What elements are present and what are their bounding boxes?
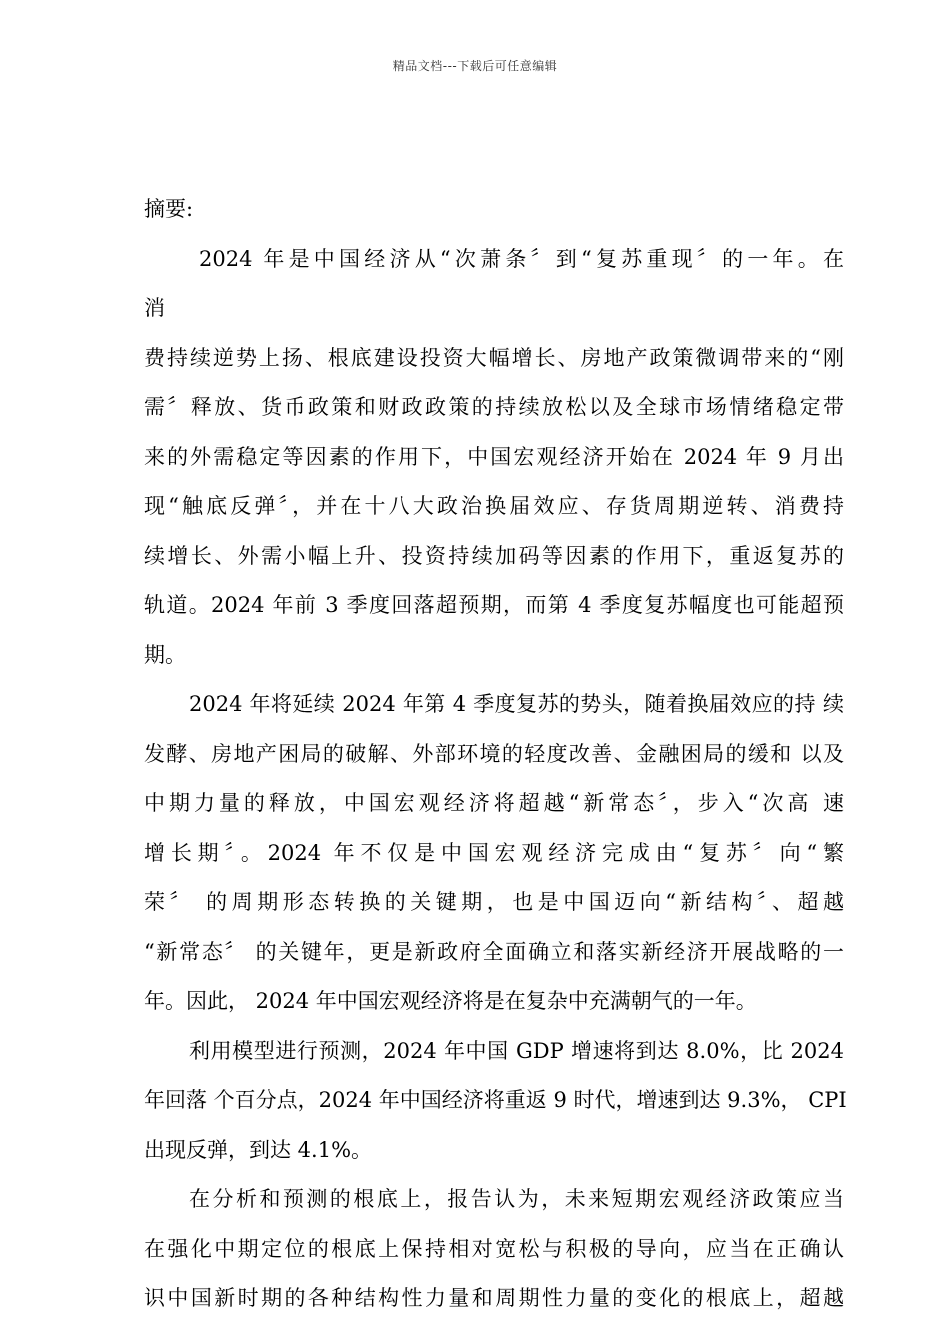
- paragraph-line: 消: [144, 296, 165, 320]
- paragraph-line: 需〞释放、货币政策和财政政策的持续放松以及全球市场情绪稳定带: [144, 395, 844, 419]
- paragraph-line: 在分析和预测的根底上，报告认为，未来短期宏观经济政策应当: [189, 1187, 844, 1211]
- paragraph-line: 费持续逆势上扬、根底建设投资大幅增长、房地产政策微调带来的“刚: [144, 345, 844, 370]
- paragraph-line: 利用模型进行预测，2024 年中国 GDP 增速将到达 8.0%，比 2024: [189, 1038, 844, 1063]
- paragraph-line: 续增长、外需小幅上升、投资持续加码等因素的作用下，重返复苏的: [144, 543, 844, 568]
- paragraph-line: 荣〞 的周期形态转换的关键期，也是中国迈向“新结构〞、超越: [144, 890, 844, 914]
- paragraph-line: 2024 年将延续 2024 年第 4 季度复苏的势头，随着换届效应的持 续: [189, 692, 844, 716]
- paragraph-line: 中期力量的释放，中国宏观经济将超越“新常态〞，步入“次高 速: [144, 791, 844, 815]
- paragraph-line: 轨道。2024 年前 3 季度回落超预期，而第 4 季度复苏幅度也可能超预: [144, 593, 844, 617]
- page-header: 精品文档---下载后可任意编辑: [392, 59, 558, 73]
- paragraph-line: 出现反弹，到达 4.1%。: [144, 1137, 373, 1162]
- paragraph-line: “新常态〞 的关键年，更是新政府全面确立和落实新经济开展战略的一: [144, 939, 844, 964]
- paragraph-line: 年回落 个百分点，2024 年中国经济将重返 9 时代，增速到达 9.3%， CPI: [144, 1088, 847, 1112]
- paragraph-line: 现“触底反弹〞，并在十八大政治换届效应、存货周期逆转、消费持: [144, 494, 844, 518]
- document-body: [144, 185, 847, 1324]
- paragraph-line: 期。: [144, 642, 186, 667]
- paragraph-line: 2024 年是中国经济从“次萧条〞到“复苏重现〞的一年。在: [199, 246, 844, 271]
- paragraph-line: 发酵、房地产困局的破解、外部环境的轻度改善、金融困局的缓和 以及: [144, 741, 844, 766]
- paragraph-line: 识中国新时期的各种结构性力量和周期性力量的变化的根底上，超越: [144, 1286, 844, 1310]
- paragraph-line: 在强化中期定位的根底上保持相对宽松与积极的导向，应当在正确认: [144, 1236, 844, 1261]
- paragraph-line: 年。因此， 2024 年中国宏观经济将是在复杂中充满朝气的一年。: [144, 989, 757, 1013]
- paragraph-line: 增长期〞。2024 年不仅是中国宏观经济完成由“复苏〞向“繁: [144, 840, 844, 865]
- paragraph-line: 来的外需稳定等因素的作用下，中国宏观经济开始在 2024 年 9 月出: [144, 444, 844, 469]
- abstract-heading: 摘要:: [144, 197, 194, 221]
